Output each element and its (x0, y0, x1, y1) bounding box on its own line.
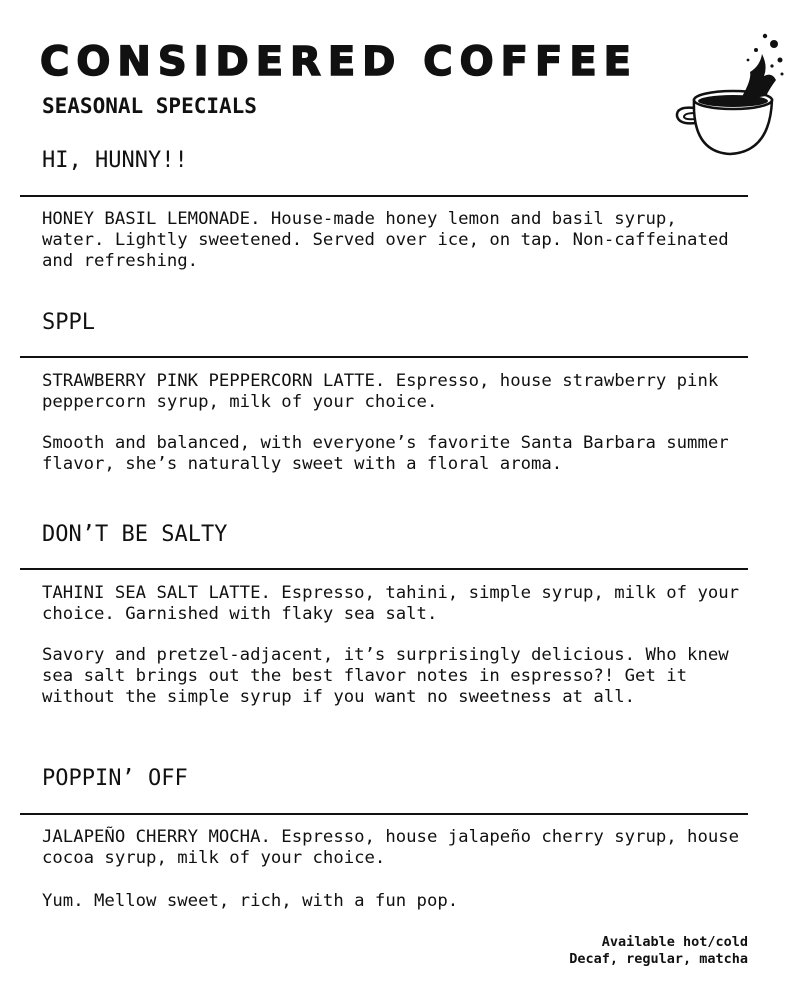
availability-line-options: Decaf, regular, matcha (569, 951, 748, 967)
item-note: Yum. Mellow sweet, rich, with a fun pop. (42, 891, 459, 911)
section-divider (20, 195, 748, 197)
section-title: SPPL (42, 310, 95, 335)
coffee-cup-splash-icon (668, 30, 788, 162)
availability-note (569, 934, 748, 968)
item-description: HONEY BASIL LEMONADE. House-made honey lemon and basil syrup, water. Lightly sweetened. Served over ice, on tap. Non-caffeinated and refreshing. (42, 209, 729, 271)
brand-title: CONSIDERED COFFEE (40, 39, 638, 85)
item-note: Smooth and balanced, with everyone’s favorite Santa Barbara summer flavor, she’s naturally sweet with a floral aroma. (42, 433, 729, 474)
item-description: JALAPEÑO CHERRY MOCHA. Espresso, house jalapeño cherry syrup, house cocoa syrup, milk of your choice. (42, 827, 740, 868)
availability-line-temperature: Available hot/cold (601, 934, 748, 950)
item-note: Savory and pretzel-adjacent, it’s surprisingly delicious. Who knew sea salt brings out the best flavor notes in espresso?! Get it without the simple syrup if you want no sweetness at all. (42, 645, 729, 707)
section-divider (20, 813, 748, 815)
section-divider (20, 568, 748, 570)
section-divider (20, 356, 748, 358)
page-subtitle: SEASONAL SPECIALS (42, 94, 257, 118)
item-description: TAHINI SEA SALT LATTE. Espresso, tahini, simple syrup, milk of your choice. Garnished with flaky sea salt. (42, 583, 740, 624)
section-title: HI, HUNNY!! (42, 148, 188, 173)
section-title: DON’T BE SALTY (42, 522, 228, 547)
section-title: POPPIN’ OFF (42, 766, 188, 791)
item-description: STRAWBERRY PINK PEPPERCORN LATTE. Espresso, house strawberry pink peppercorn syrup, milk of your choice. (42, 371, 719, 412)
